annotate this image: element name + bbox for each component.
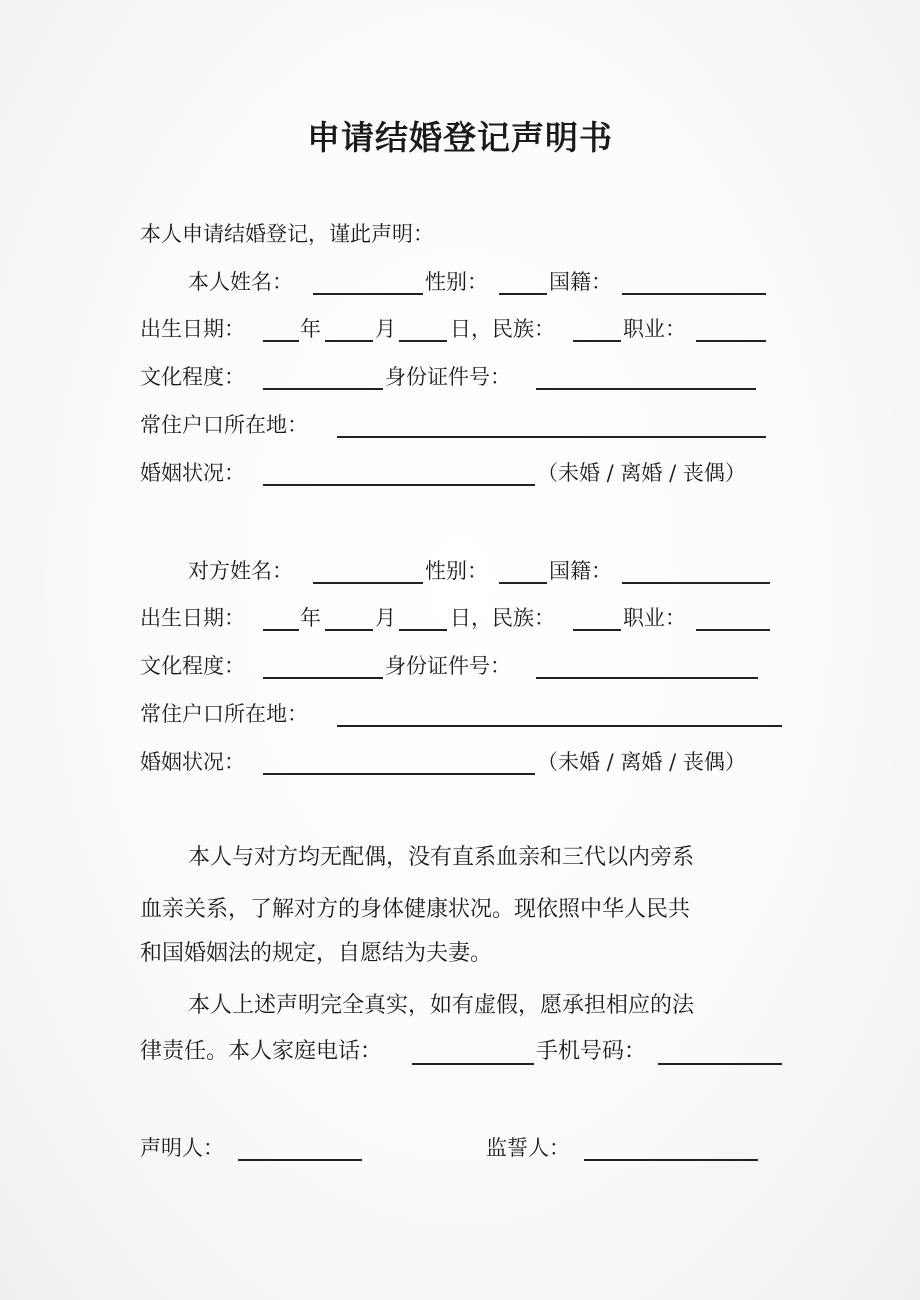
partner-year-field[interactable] [263,629,299,631]
self-year-unit: 年 [300,317,321,341]
declaration-line-4: 本人上述声明完全真实，如有虚假，愿承担相应的法 [188,993,695,1018]
self-month-unit: 月 [375,317,396,341]
self-ethnic-field[interactable] [573,340,621,342]
partner-residence-label: 常住户口所在地： [140,702,308,726]
partner-gender-field[interactable] [499,582,547,584]
self-nationality-field[interactable] [622,293,766,295]
self-day-ethnic-label: 日，民族： [450,317,555,341]
declarant-label: 声明人： [140,1136,224,1160]
self-occupation-field[interactable] [696,340,766,342]
partner-marital-field[interactable] [263,773,535,775]
self-nationality-label: 国籍： [549,270,612,294]
home-phone-field[interactable] [412,1063,534,1065]
partner-ethnic-field[interactable] [573,629,621,631]
mobile-phone-field[interactable] [658,1063,782,1065]
partner-dob-row [0,601,920,635]
declaration-line-3: 和国婚姻法的规定，自愿结为夫妻。 [140,941,493,966]
self-dob-label: 出生日期： [140,317,245,341]
self-residence-label: 常住户口所在地： [140,413,308,437]
declaration-line-1: 本人与对方均无配偶，没有直系血亲和三代以内旁系 [188,845,695,870]
self-education-row [0,360,920,394]
self-marital-label: 婚姻状况： [140,461,245,485]
self-id-label: 身份证件号： [385,365,511,389]
partner-education-label: 文化程度： [140,654,245,678]
page-title: 申请结婚登记声明书 [307,118,613,157]
partner-marital-row [0,745,920,779]
self-id-field[interactable] [536,388,756,390]
supervisor-label: 监誓人： [486,1136,570,1160]
partner-month-unit: 月 [375,606,396,630]
self-marital-field[interactable] [263,484,535,486]
partner-nationality-label: 国籍： [549,559,612,583]
partner-nationality-field[interactable] [622,582,770,584]
declaration-line-5 [0,1035,920,1069]
intro-text: 本人申请结婚登记，谨此声明： [140,222,434,246]
self-dob-row [0,312,920,346]
self-name-field[interactable] [313,293,423,295]
partner-dob-label: 出生日期： [140,606,245,630]
self-day-field[interactable] [399,340,447,342]
self-education-label: 文化程度： [140,365,245,389]
self-residence-field[interactable] [337,436,766,438]
partner-name-row [0,554,920,588]
self-education-field[interactable] [263,388,383,390]
signature-row [0,1131,920,1165]
home-phone-label: 律责任。本人家庭电话： [140,1039,383,1064]
self-gender-label: 性别： [425,270,488,294]
partner-id-label: 身份证件号： [385,654,511,678]
partner-name-field[interactable] [313,582,423,584]
partner-occupation-field[interactable] [696,629,770,631]
declarant-signature-field[interactable] [238,1159,362,1161]
partner-gender-label: 性别： [425,559,488,583]
partner-occupation-label: 职业： [623,606,686,630]
self-marital-options: （未婚 / 离婚 / 丧偶） [537,461,746,485]
self-name-label: 本人姓名： [188,270,293,294]
partner-month-field[interactable] [325,629,373,631]
partner-name-label: 对方姓名： [188,559,293,583]
self-year-field[interactable] [263,340,299,342]
partner-day-ethnic-label: 日，民族： [450,606,555,630]
self-month-field[interactable] [325,340,373,342]
self-name-row [0,265,920,299]
partner-marital-options: （未婚 / 离婚 / 丧偶） [537,750,746,774]
self-gender-field[interactable] [499,293,547,295]
partner-residence-field[interactable] [337,725,782,727]
self-marital-row [0,456,920,490]
partner-residence-row [0,697,920,731]
partner-year-unit: 年 [300,606,321,630]
partner-education-field[interactable] [263,677,383,679]
partner-education-row [0,649,920,683]
declaration-line-2: 血亲关系，了解对方的身体健康状况。现依照中华人民共 [140,897,691,922]
partner-day-field[interactable] [399,629,447,631]
partner-marital-label: 婚姻状况： [140,750,245,774]
partner-id-field[interactable] [536,677,758,679]
self-residence-row [0,408,920,442]
supervisor-signature-field[interactable] [584,1159,758,1161]
self-occupation-label: 职业： [623,317,686,341]
mobile-phone-label: 手机号码： [536,1039,647,1064]
